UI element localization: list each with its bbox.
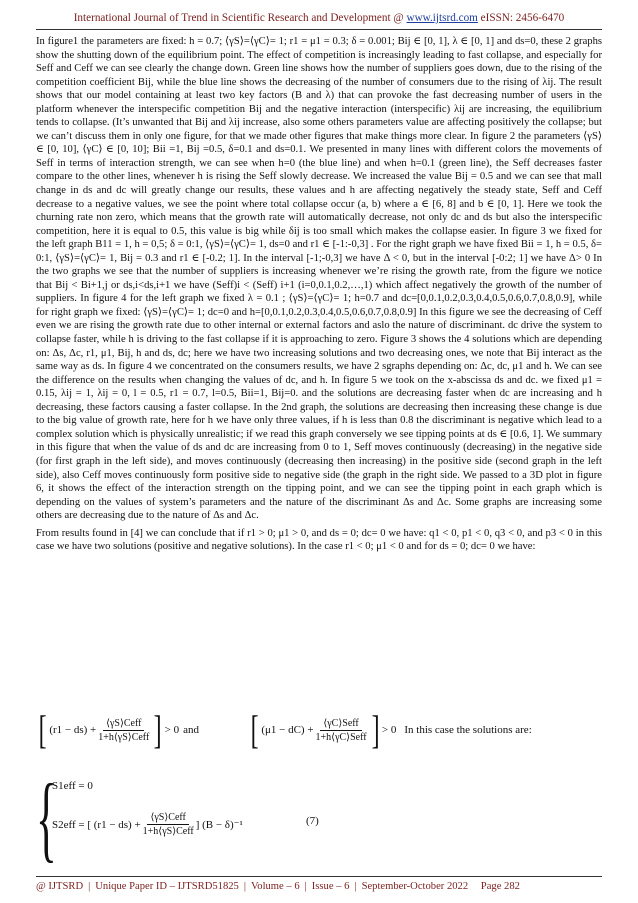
s2-head: S2eff = [ (r1 − ds) + bbox=[52, 818, 141, 831]
cond-left-fraction bbox=[98, 718, 149, 743]
cond-right-head: (μ1 − dC) + bbox=[261, 724, 314, 736]
footer-rule bbox=[36, 876, 602, 877]
journal-name: International Journal of Trend in Scientific Research and Development @ bbox=[73, 12, 407, 24]
close-bracket: ] bbox=[153, 707, 162, 752]
footer-issue: Issue – 6 bbox=[311, 881, 350, 892]
condition-equation-right bbox=[248, 703, 532, 757]
cond-right-numerator: ⟨γC⟩Seff bbox=[320, 718, 361, 731]
journal-url-link[interactable]: www.ijtsrd.com bbox=[406, 12, 478, 24]
cond-left-tail: > 0 bbox=[164, 724, 180, 736]
header-rule bbox=[36, 29, 602, 30]
s2-denominator: 1+h⟨γS⟩Ceff bbox=[142, 826, 194, 837]
s2-numerator: ⟨γS⟩Ceff bbox=[147, 812, 188, 825]
footer-page: Page 282 bbox=[480, 881, 520, 892]
journal-header bbox=[0, 12, 638, 24]
cond-right-denominator: 1+h⟨γC⟩Seff bbox=[315, 731, 367, 743]
footer-volume: Volume – 6 bbox=[250, 881, 300, 892]
system-brace: { bbox=[36, 764, 57, 871]
open-bracket: [ bbox=[38, 707, 47, 752]
condition-equations bbox=[36, 703, 602, 757]
cond-joiner: and bbox=[183, 724, 199, 736]
article-body bbox=[36, 35, 602, 554]
condition-equation-left bbox=[36, 703, 203, 757]
footer-paper-id: Unique Paper ID – IJTSRD51825 bbox=[95, 881, 239, 892]
solution-system bbox=[36, 764, 602, 871]
footer-date: September-October 2022 bbox=[361, 881, 469, 892]
page-footer: @ IJTSRD | Unique Paper ID – IJTSRD51825 | Volume – 6 | Issue – 6 | September-October 2022 Page 282 bbox=[36, 881, 520, 892]
solution-s1: S1eff = 0 bbox=[52, 780, 93, 792]
equation-number: (7) bbox=[306, 815, 319, 827]
cond-right-tail: > 0 bbox=[381, 724, 397, 736]
close-bracket: ] bbox=[371, 707, 380, 752]
cond-left-numerator: ⟨γS⟩Ceff bbox=[103, 718, 144, 731]
footer-org: @ IJTSRD bbox=[36, 881, 84, 892]
cond-right-fraction bbox=[316, 718, 367, 743]
paragraph-results-conclusion: From results found in [4] we can conclude that if r1 > 0; μ1 > 0, and ds = 0; dc= 0 we have: q1 < 0, p1 < 0, q3 < 0, and p3 < 0 in this case we have two solutions (positive and negative solutions). In the case r1 < 0; μ1 < 0 and for ds = 0; dc= 0 we have: bbox=[36, 527, 602, 553]
cond-note: In this case the solutions are: bbox=[404, 724, 532, 736]
paragraph-figures-discussion: In figure1 the parameters are fixed: h = 0.7; ⟨γS⟩=⟨γC⟩= 1; r1 = μ1 = 0.3; δ = 0.001; Bij ∈ [0, 1], λ ∈ [0, 1] and ds=0, these 2 graphs show the shutting down of the equilibrium point. The effect of competition is increasingly leading to fast collapse, and especially for Seff and Ceff we can see clearly the change down. Green line shows how the number of suppliers goes down, due to the rising of the competition coefficient Bij, while the blue line shows the decreasing of the number of consumers due to the rising of λij. The result shows that our model containing at least two key factors (B and λ) that can provoke the fast decreasing number of users in the platform whenever the interspecific competition Bij and the negative interaction (interspecific) λij are increasing, the equilibrium tends to collapse. (It’s unwanted that Bij and λij increase, also some others parameters value are affecting positively the collapse; but we can’t discuss them in only one figure, for that we made other figures that make things more clear. In figure 2 the parameters ⟨γS⟩ ∈ [0, 10], ⟨γC⟩ ∈ [0, 10]; Bii =1, Bij =0.5, δ=0.1 and ds=0.1. We presented in many lines with different colors the movements of Seff in terms of interaction strength, we can see when h=0 (the blue line) and when h=0.1 (green line), the Seff decreases faster compare to the other lines, whenever h is rising the Seff slowly decrease. We increased the value Bij = 0.5 and we can see that mall change in ds and dc will greatly change our results, these values and h are affecting negatively the steady state, Seff and Ceff decrease to a negative values, we see the point where total collapse occur (a, b) where a ∈ [6, 8] and b ∈ [0, 1]. Here we took the churning rate non zero, which means that the growth rate will automatically decrease, not only dc and ds but also the interspecific competition, here it is equal to 0.5, this value is big while δij is too small which makes the collapse easier. In figure 3 we fixed for the left graph B11 = 1, h = 0,5; δ = 0:1, ⟨γS⟩=⟨γC⟩= 1, ds=0 and r1 ∈ [-1:-0,3] . For the right graph we have fixed Bii = 1, h = 0.5, δ= 0:1, ⟨γS⟩=⟨γC⟩= 1, Bij = 0.3 and r1 ∈ [-0.2; 1]. In the interval [-1;-0,3] we have Δ < 0, but in the interval [-0:2; 1] we have Δ> 0 In the two graphs we see that the number of suppliers is increasing whenever we’re rising the growth rate, from the figure we notice that Bij < Bi+1,j or ds,i<ds,i+1 we have (Seff)i < (Seff) i+1 (i=0,0.1,0.2,…,1) which affect negatively the growth of the number of suppliers. In figure 4 for the left graph we fixed λ = 0.1 ; ⟨γS⟩=⟨γC⟩= 1; h=0.7 and dc=[0,0.1,0.2,0.3,0.4,0.5,0.6,0.7,0.8,0.9], while for right graph we fixed: ⟨γS⟩=⟨γC⟩= 1; dc=0 and h=[0,0.1,0.2,0.3,0.4,0.5,0.6,0.7,0.8,0.9] In this figure we see the decreasing of Ceff even we are rising the growth rate due to other internal or external factors and aslo the nature of discriminant. dc drive the system to collapse faster, while h is driving to the fast collapse if it is approaching to zero. Figure 3 shows the 4 solutions which are depending on: Δs, Δc, r1, μ1, Bij, h and ds, dc; here we have two increasing solutions and two decreasing ones, we note that Bij interact as the same way as ds. In figure 4 we concentrated on the consumers results, we have 2 sgraphs depending on: Δc, dc, μ1 and h. We can see the difference on the results when changing the values of dc, and h. In figure 5 we took on the x-abscissa ds and dc. we fixed μ1 = 0.15, λij = 1, λij = 0, l = 0.5, r1 = 0.7, l=0.5, Bii=1, Bij=0. and the solutions are decreasing faster when dc are increasing and h decreasing, these factors causing a faster collapse. In the 2nd graph, the solutions are decreasing then increasing these change is due to the big value of growth rate, here for h we have only three values, if h is less than 0.8 the discriminant is negative which lead to a complex solution which is physically unrealistic; if we read this graph conversely we see tipping points at ds ∈ [0.6, 1]. We summary in this figure that when the value of ds and dc are increasing from 0 to 1, Seff moves continuously (decreasing) in the negative side (for first graph in the left side), and moves continuously (decreasing then increasing) in the positive side (second graph in the left side), also Ceff moves continuously form positive side to negative side (the graph in the right side. We passed to a 3D plot in figure 6, it shows the effect of the interaction strength on the tipping point, and we can see the tipping point in each graph which is depending on the values of system’s parameters and the nature of the discriminant Δs and Δc. Some graphs are increasing some others are decreasing due to the nature of Δs and Δc. bbox=[36, 36, 602, 522]
cond-left-denominator: 1+h⟨γS⟩Ceff bbox=[98, 731, 150, 743]
s2-tail: ] (B − δ)⁻¹ bbox=[195, 819, 243, 831]
open-bracket: [ bbox=[250, 707, 259, 752]
s2-fraction bbox=[143, 812, 194, 837]
cond-left-head: (r1 − ds) + bbox=[49, 724, 97, 736]
solution-s2 bbox=[52, 812, 243, 837]
journal-issn: eISSN: 2456-6470 bbox=[477, 12, 565, 24]
